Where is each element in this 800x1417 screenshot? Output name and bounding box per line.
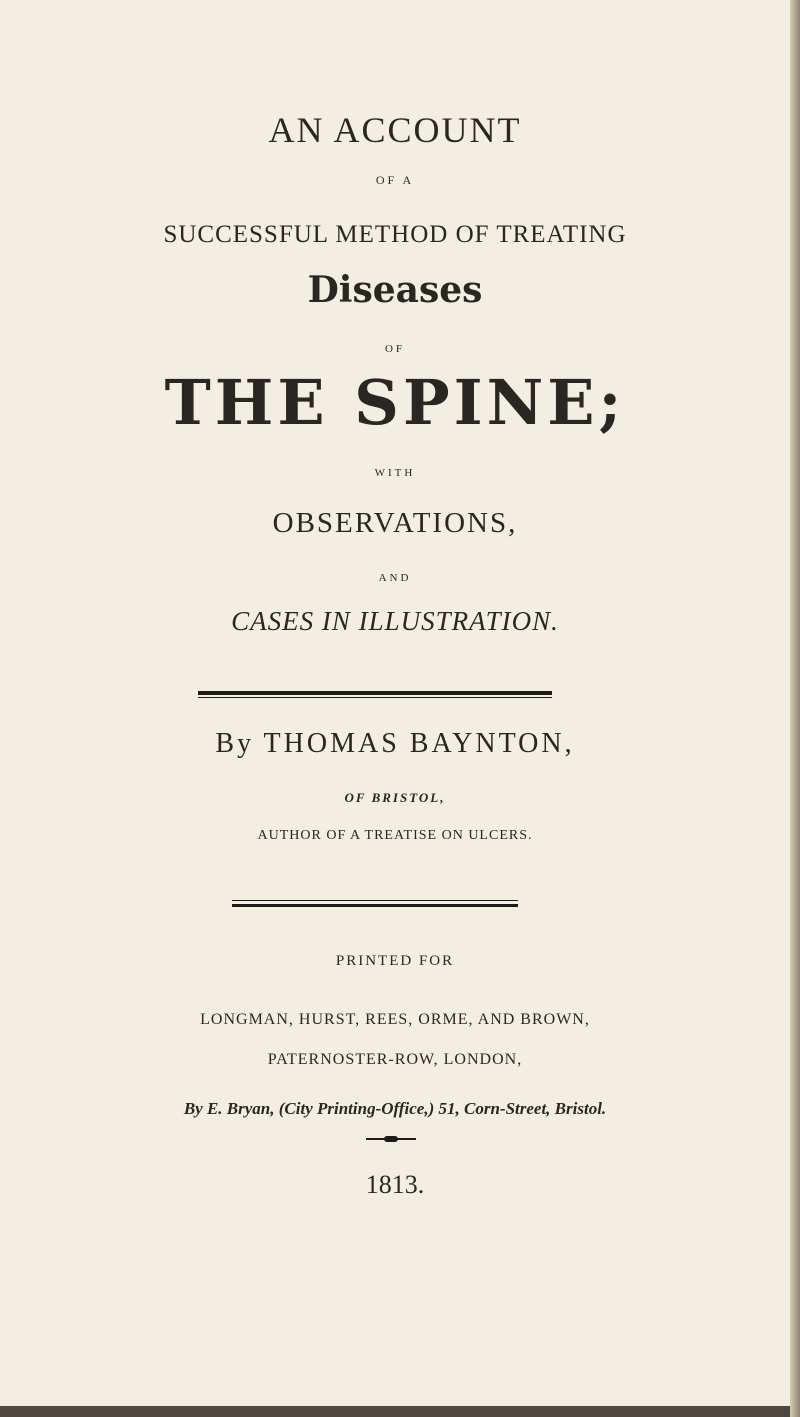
connector-of-a: OF A [375, 173, 415, 187]
imprint-year: 1813. [365, 1170, 425, 1199]
author-place: OF BRISTOL, [344, 790, 446, 805]
connector-of: OF [384, 343, 406, 355]
ornament-rule-center [384, 1136, 398, 1142]
heading-method: SUCCESSFUL METHOD OF TREATING [163, 221, 627, 248]
author-line: By THOMAS BAYNTON, [215, 728, 575, 759]
heading-spine: THE SPINE; [164, 366, 626, 439]
connector-with: WITH [374, 467, 416, 479]
imprint-publishers: LONGMAN, HURST, REES, ORME, AND BROWN, [200, 1011, 590, 1028]
double-rule-top-thin [198, 697, 552, 698]
heading-observations: OBSERVATIONS, [272, 507, 518, 539]
heading-account: AN ACCOUNT [268, 110, 522, 150]
double-rule-middle-thin [232, 900, 518, 901]
double-rule-top [198, 691, 552, 695]
imprint-printed-for: PRINTED FOR [335, 953, 455, 969]
double-rule-middle [232, 904, 518, 907]
connector-and: AND [378, 572, 412, 584]
page-bottom-edge [0, 1406, 790, 1417]
author-credential: AUTHOR OF A TREATISE ON ULCERS. [257, 828, 533, 843]
imprint-address: PATERNOSTER-ROW, LONDON, [267, 1051, 523, 1068]
imprint-printer: By E. Bryan, (City Printing-Office,) 51, Corn-Street, Bristol. [183, 1099, 607, 1118]
heading-diseases: Diseases [307, 269, 483, 311]
heading-cases: CASES IN ILLUSTRATION. [231, 606, 559, 636]
page-edge-shadow [790, 0, 800, 1417]
